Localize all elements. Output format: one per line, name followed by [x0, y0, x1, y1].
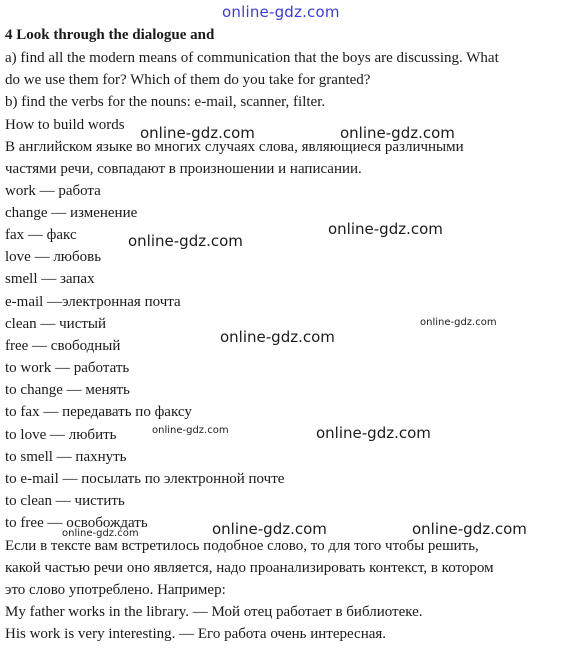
- verb-item: to clean — чистить: [5, 493, 125, 509]
- verb-item: to free — освобождать: [5, 515, 148, 531]
- verb-item: to change — менять: [5, 382, 130, 398]
- noun-item: clean — чистый: [5, 316, 107, 332]
- noun-item: love — любовь: [5, 249, 102, 265]
- watermark: online-gdz.com: [316, 424, 431, 442]
- noun-item: e-mail —электронная почта: [5, 294, 181, 310]
- watermark: online-gdz.com: [412, 520, 527, 538]
- watermark: online-gdz.com: [128, 232, 243, 250]
- noun-item: smell — запах: [5, 271, 95, 287]
- noun-item: change — изменение: [5, 205, 138, 221]
- verb-item: to smell — пахнуть: [5, 449, 127, 465]
- verb-item: to work — работать: [5, 360, 130, 376]
- task-a-line-1: a) find all the modern means of communication that the boys are discussing. What: [5, 50, 499, 66]
- exercise-heading: 4 Look through the dialogue and: [5, 27, 215, 43]
- example-sentence-1: My father works in the library. — Мой отец работает в библиотеке.: [5, 604, 423, 620]
- verb-item: to love — любить: [5, 427, 117, 443]
- verb-item: to fax — передавать по факсу: [5, 404, 192, 420]
- noun-item: free — свободный: [5, 338, 121, 354]
- verb-item: to e-mail — посылать по электронной почте: [5, 471, 285, 487]
- watermark: online-gdz.com: [420, 317, 497, 328]
- intro-line-2: частями речи, совпадают в произношении и написании.: [5, 161, 362, 177]
- watermark: online-gdz.com: [152, 425, 229, 436]
- intro-line-1: В английском языке во многих случаях слова, являющиеся различными: [5, 139, 464, 155]
- watermark: online-gdz.com: [328, 220, 443, 238]
- outro-line-1: Если в тексте вам встретилось подобное слово, то для того чтобы решить,: [5, 538, 479, 554]
- outro-line-2: какой частью речи оно является, надо проанализировать контекст, в котором: [5, 560, 494, 576]
- watermark: online-gdz.com: [220, 328, 335, 346]
- task-a-line-2: do we use them for? Which of them do you take for granted?: [5, 72, 371, 88]
- watermark: online-gdz.com: [62, 528, 139, 539]
- outro-line-3: это слово употреблено. Например:: [5, 582, 226, 598]
- task-b: b) find the verbs for the nouns: e-mail, scanner, filter.: [5, 94, 326, 110]
- watermark: online-gdz.com: [140, 124, 255, 142]
- example-sentence-2: His work is very interesting. — Его работа очень интересная.: [5, 626, 387, 642]
- noun-item: work — работа: [5, 183, 101, 199]
- watermark: online-gdz.com: [212, 520, 327, 538]
- top-watermark: online-gdz.com: [222, 3, 340, 21]
- noun-item: fax — факс: [5, 227, 77, 243]
- watermark: online-gdz.com: [340, 124, 455, 142]
- section-title: How to build words: [5, 117, 125, 133]
